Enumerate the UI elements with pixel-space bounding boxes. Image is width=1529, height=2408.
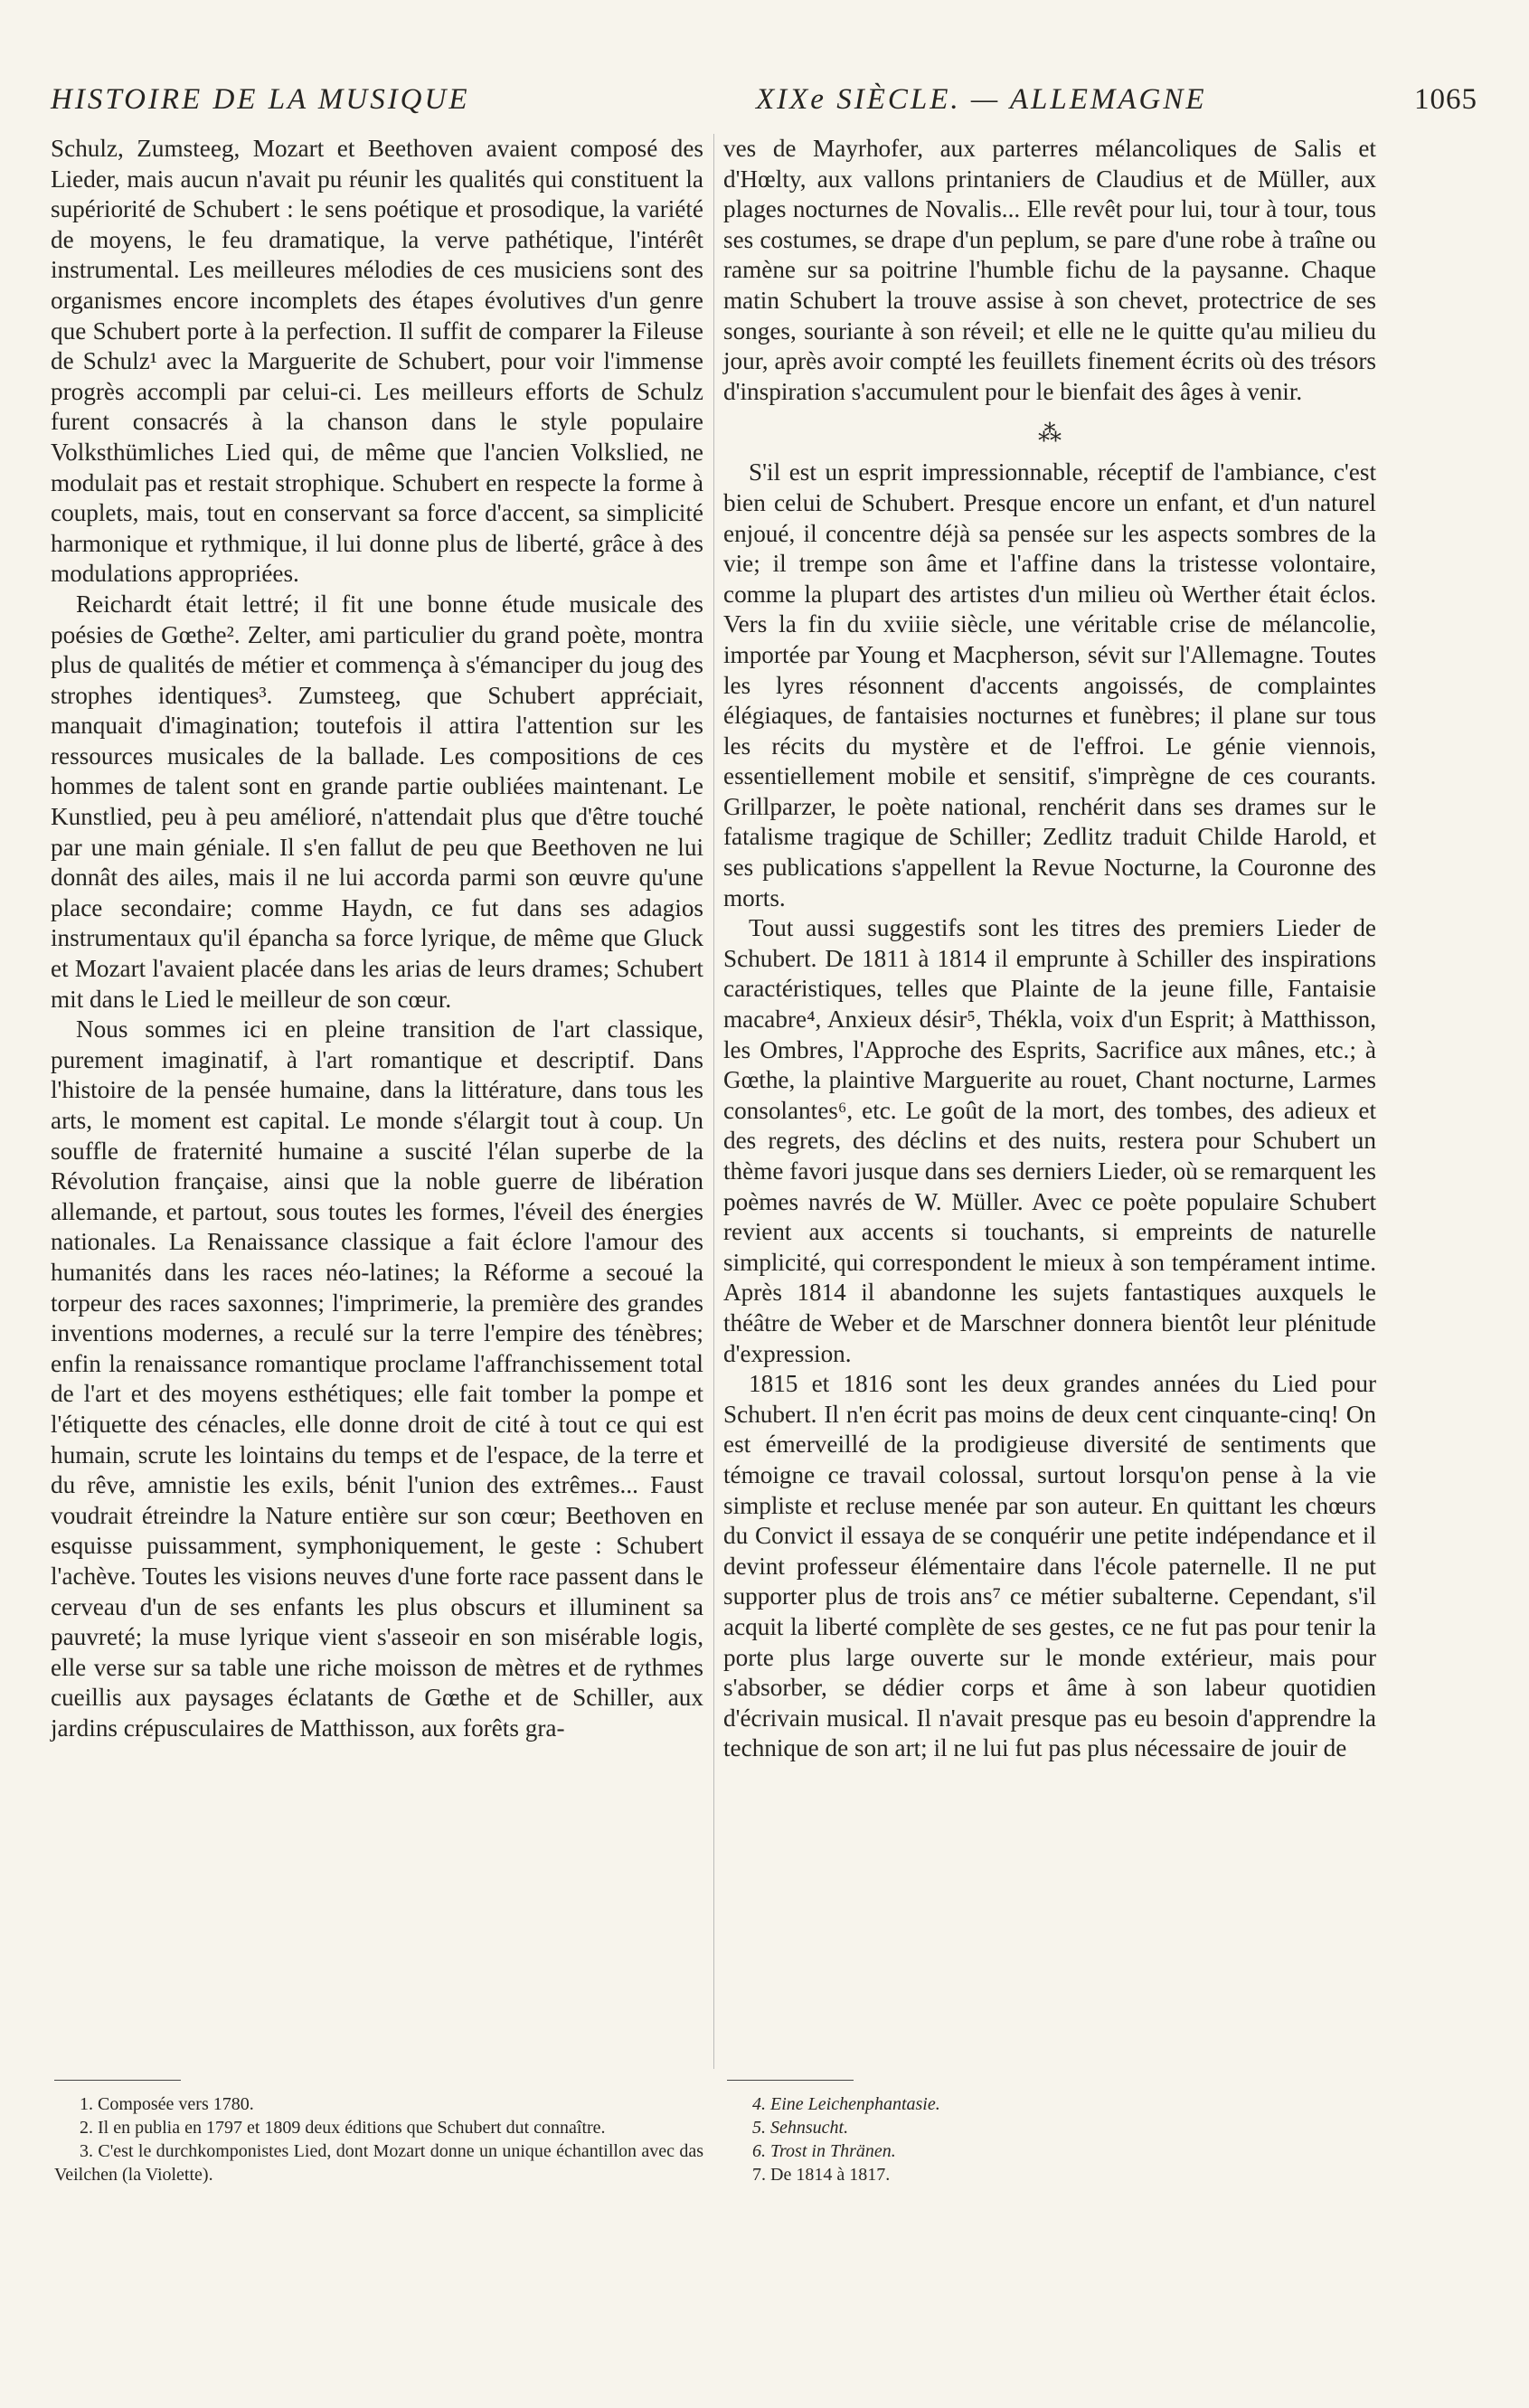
footnote-rule [54,2080,181,2081]
left-column [51,134,703,1743]
footnote-rule [727,2080,854,2081]
header-section-title: XIXe SIÈCLE. — ALLEMAGNE [756,83,1207,116]
header-book-title: HISTOIRE DE LA MUSIQUE [51,83,470,116]
paragraph: Tout aussi suggestifs sont les titres des premiers Lieder de Schubert. De 1811 à 1814 il emprunte à Schiller des inspirations caractéristiques, telles que Plainte de la jeune fille, Fantaisie macabre⁴, Anxieux désir⁵, Thékla, voix d'un Esprit; à Matthisson, les Ombres, l'Approche des Esprits, Sacrifice aux mânes, etc.; à Gœthe, la plaintive Marguerite au rouet, Chant nocturne, Larmes consolantes⁶, etc. Le goût de la mort, des tombes, des adieux et des regrets, des déclins et des nuits, restera pour Schubert un thème favori jusque dans ses derniers Lieder, où se remarquent les poèmes navrés de W. Müller. Avec ce poète populaire Schubert revient aux accents si touchants, si empreints de naturelle simplicité, qui correspondent le mieux à son tempérament intime. Après 1814 il abandonne les sujets fantastiques auxquels le théâtre de Weber et de Marschner donnera bientôt leur plénitude d'expression. [723,914,1376,1367]
footnote: 2. Il en publia en 1797 et 1809 deux éditions que Schubert dut connaître. [80,2118,606,2138]
right-column [723,134,1376,1764]
footnote: 7. De 1814 à 1817. [752,2165,891,2185]
paragraph: S'il est un esprit impressionnable, réceptif de l'ambiance, c'est bien celui de Schubert. Presque encore un enfant, et d'un naturel enjoué, il concentre déjà sa pensée sur les aspects sombres de la vie; il trempe son âme et l'affine dans la tristesse volontaire, comme la plupart des artistes d'un milieu où Werther était éclos. Vers la fin du xviiie siècle, une véritable crise de mélancolie, importée par Young et Macpherson, sévit sur l'Allemagne. Toutes les lyres résonnent d'accents angoissés, de complaintes élégiaques, de fantaisies nocturnes et funèbres; il plane sur tous les récits du mystère et de l'effroi. Le génie viennois, essentiellement mobile et sensitif, s'imprègne de ces courants. Grillparzer, le poète national, renchérit dans ses drames sur le fatalisme tragique de Schiller; Zedlitz traduit Childe Harold, et ses publications s'appellent la Revue Nocturne, la Couronne des morts. [723,458,1376,911]
footnotes-left [54,2092,703,2186]
footnotes-right [727,2092,1376,2186]
section-break-asterism: ⁂ [1038,420,1062,448]
paragraph: 1815 et 1816 sont les deux grandes années du Lied pour Schubert. Il n'en écrit pas moins de deux cent cinquante-cinq! On est émerveillé de la prodigieuse diversité de sentiments que témoigne ce travail colossal, surtout lorsqu'on pense à la vie simpliste et recluse menée par son auteur. En quittant les chœurs du Convict il essaya de se conquérir une petite indépendance et il devint professeur élémentaire dans l'école paternelle. Il ne put supporter plus de trois ans⁷ ce métier subalterne. Cependant, s'il acquit la liberté complète de ses gestes, ce ne fut pas pour tenir la porte plus large ouverte sur le monde extérieur, mais pour s'absorber, se dédier corps et âme à son labeur quotidien d'écrivain musical. Il n'avait presque pas eu besoin d'apprendre la technique de son art; il ne lui fut pas plus nécessaire de jouir de [723,1370,1376,1762]
column-divider [713,134,714,2069]
footnote: 1. Composée vers 1780. [80,2094,254,2114]
footnote: 5. Sehnsucht. [752,2118,849,2138]
footnote: 3. C'est le durchkomponistes Lied, dont Mozart donne un unique échantillon avec das Veilchen (la Violette). [54,2141,703,2185]
footnote: 4. Eine Leichenphantasie. [752,2094,940,2114]
footnote: 6. Trost in Thränen. [752,2141,896,2161]
paragraph: ves de Mayrhofer, aux parterres mélancoliques de Salis et d'Hœlty, aux vallons printaniers de Claudius et de Müller, aux plages nocturnes de Novalis... Elle revêt pour lui, tour à tour, tous ses costumes, se drape d'un peplum, se pare d'une robe à traîne ou ramène sur sa poitrine l'humble fichu de la paysanne. Chaque matin Schubert la trouve assise à son chevet, protectrice de ses songes, souriante à son réveil; et elle ne le quitte qu'au milieu du jour, après avoir compté les feuillets finement écrits où des trésors d'inspiration s'accumulent pour le bienfait des âges à venir. [723,135,1376,405]
page-number: 1065 [1414,83,1477,116]
paragraph: Nous sommes ici en pleine transition de l'art classique, purement imaginatif, à l'art romantique et descriptif. Dans l'histoire de la pensée humaine, dans la littérature, dans tous les arts, le moment est capital. Le monde s'élargit tout à coup. Un souffle de fraternité humaine a suscité l'élan superbe de la Révolution française, ainsi que la noble guerre de libération allemande, et partout, sous toutes les formes, l'éveil des énergies nationales. La Renaissance classique a fait éclore l'amour des humanités dans les races néo-latines; la Réforme a secoué la torpeur des races saxonnes; l'imprimerie, la première des grandes inventions modernes, a reculé sur la terre l'empire des ténèbres; enfin la renaissance romantique proclame l'affranchissement total de l'art et des moyens esthétiques; elle fait tomber la pompe et l'étiquette des cénacles, elle donne droit de cité à tout ce qui est humain, scrute les lointains du temps et de l'espace, de la terre et du rêve, amnistie les exils, bénit l'union des extrêmes... Faust voudrait étreindre la Nature entière sur son cœur; Beethoven en esquisse puissamment, symphoniquement, le geste : Schubert l'achève. Toutes les visions neuves d'une forte race passent dans le cerveau d'un de ses enfants les plus obscurs et illuminent sa pauvreté; la muse lyrique vient s'asseoir en son misérable logis, elle verse sur sa table une riche moisson de mètres et de rythmes cueillis aux paysages éclatants de Gœthe et de Schiller, aux jardins crépusculaires de Matthisson, aux forêts gra- [51,1015,703,1742]
paragraph: Schulz, Zumsteeg, Mozart et Beethoven avaient composé des Lieder, mais aucun n'avait pu réunir les qualités qui constituent la supériorité de Schubert : le sens poétique et prosodique, la variété de moyens, le feu dramatique, la verve pathétique, l'intérêt instrumental. Les meilleures mélodies de ces musiciens sont des organismes encore incomplets des étapes évolutives d'un genre que Schubert porte à la perfection. Il suffit de comparer la Fileuse de Schulz¹ avec la Marguerite de Schubert, pour voir l'immense progrès accompli par celui-ci. Les meilleurs efforts de Schulz furent consacrés à la chanson dans le style populaire Volksthümliches Lied qui, de même que l'ancien Volkslied, ne modulait pas et restait strophique. Schubert en respecte la forme à couplets, mais, tout en conservant sa force d'accent, sa simplicité harmonique et rythmique, il lui donne plus de liberté, grâce à des modulations appropriées. [51,135,703,588]
paragraph: Reichardt était lettré; il fit une bonne étude musicale des poésies de Gœthe². Zelter, ami particulier du grand poète, montra plus de qualités de métier et commença à s'émanciper du joug des strophes identiques³. Zumsteeg, que Schubert appréciait, manquait d'imagination; toutefois il attira l'attention sur les ressources musicales de la ballade. Les compositions de ces hommes de talent sont en grande partie oubliées maintenant. Le Kunstlied, peu à peu amélioré, n'attendait plus que d'être touché par une main géniale. Il s'en fallut de peu que Beethoven ne lui donnât des ailes, mais il ne lui accorda parmi son œuvre qu'une place secondaire; comme Haydn, ce fut dans ses adagios instrumentaux qu'il épancha sa force lyrique, de même que Gluck et Mozart l'avaient placée dans les arias de leurs drames; Schubert mit dans le Lied le meilleur de son cœur. [51,590,703,1013]
running-header [51,83,1477,123]
